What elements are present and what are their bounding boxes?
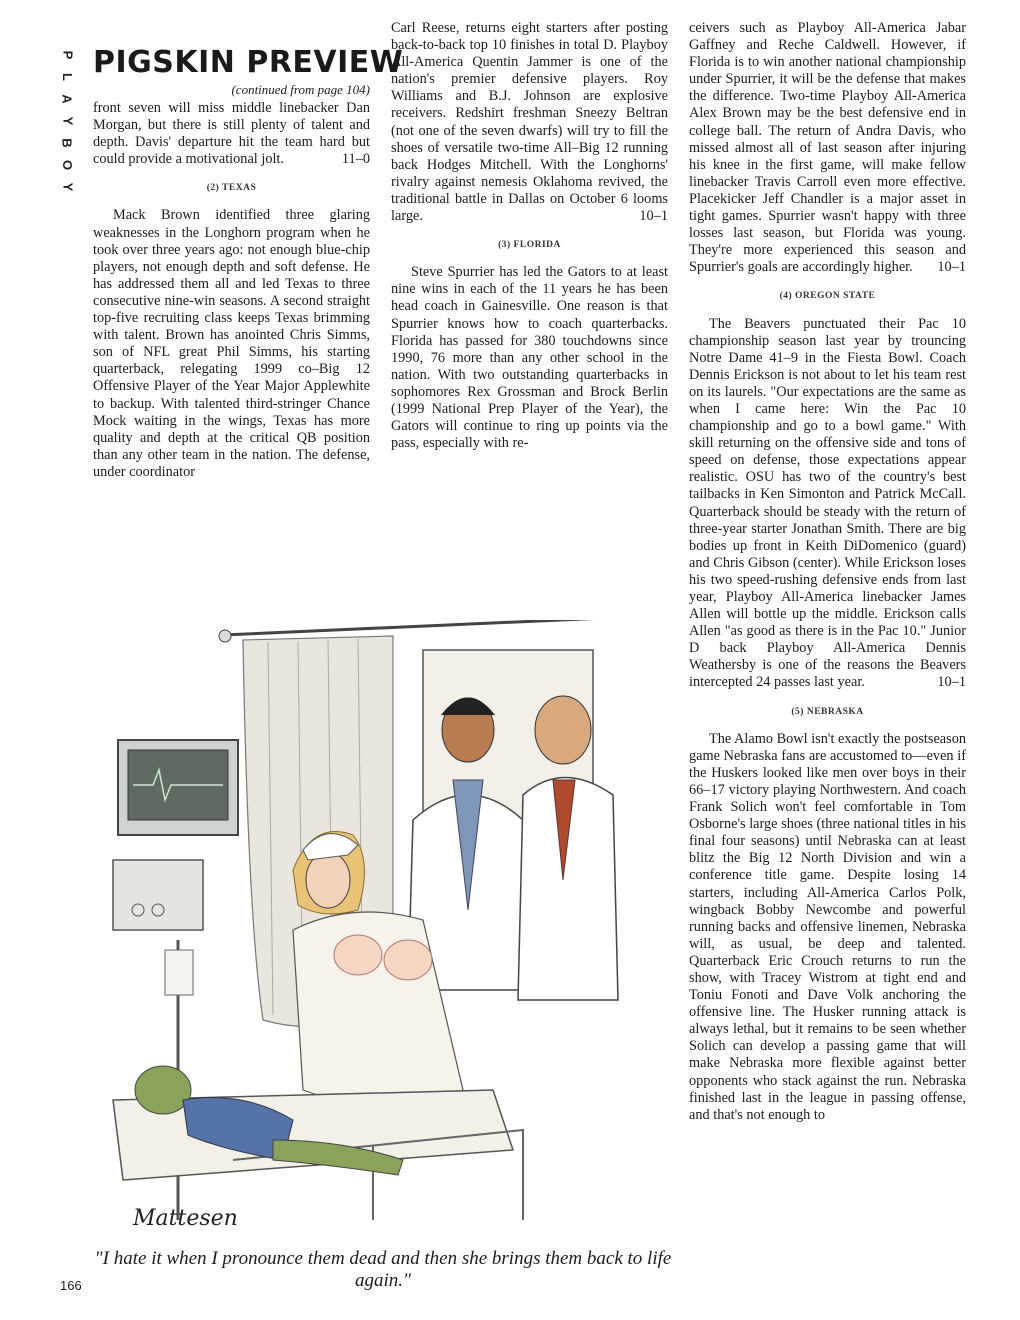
article-title: PIGSKIN PREVIEW xyxy=(93,45,404,80)
magazine-letter: O xyxy=(60,159,75,171)
section-heading-florida: (3) FLORIDA xyxy=(498,240,561,251)
magazine-letter: Y xyxy=(59,116,75,126)
rod-end xyxy=(219,630,231,642)
hospital-cartoon-illustration xyxy=(93,620,673,1235)
magazine-letter: B xyxy=(59,138,75,148)
paragraph xyxy=(689,316,966,692)
magazine-letter: P xyxy=(59,50,75,60)
magazine-letter: Y xyxy=(59,182,75,192)
curtain-rod xyxy=(223,620,673,635)
section-heading-nebraska: (5) NEBRASKA xyxy=(791,706,864,717)
page-number: 166 xyxy=(60,1278,82,1293)
paragraph xyxy=(689,20,966,276)
team-record: 10–1 xyxy=(937,674,966,691)
paragraph-text: front seven will miss middle linebacker Dan Morgan, but there is still plenty of talent and depth. Davis' departure hit the team hard but could provide a motivational jolt. xyxy=(93,100,370,168)
paragraph-text: ceivers such as Playboy All-America Jabar Gaffney and Reche Caldwell. However, if Florida is to win another national championship under Spurrier, it will be the defense that makes the difference. Two-time Playboy All-America Alex Brown may be the best defensive end in college ball. The return of Andra Davis, who missed almost all of last season after injuring his knee in the first game, will make fellow linebacker Travis Carroll even more effective. Placekicker Jeff Chandler is a major asset in tight games. Spurrier wasn't happy with three losses last season, but Florida was young. They're more experienced this season and Spurrier's goals are accordingly higher. xyxy=(689,20,966,276)
team-record: 10–1 xyxy=(639,208,668,225)
text-column-3 xyxy=(689,20,966,1124)
continued-note: (continued from page 104) xyxy=(231,82,370,97)
paragraph-text: The Beavers punctuated their Pac 10 championship season last year by trouncing Notre Dame 41–9 in the Fiesta Bowl. Coach Dennis Erickson is not about to let his team rest on its laurels. "Our expectations are the same as when I came here: Win the Pac 10 championship and go to a bowl game." With skill returning on the offensive side and tons of speed on defense, those expectations appear realistic. OSU has two of the country's best tailbacks in Ken Simonton and Patrick McCall. Quarterback should be steady with the return of three-year starter Jonathan Smith. There are big bodies up front in Keith DiDomenico (guard) and Chris Gibson (center). While Erickson loses his two speed-rushing defensive ends from last year, Playboy All-America linebacker James Allen will bottle up the middle. Erickson calls Allen "as good as there is in the Pac 10." Junior D back Playboy All-America Dennis Weathersby is one of the reasons the Beavers intercepted 24 passes last year. xyxy=(689,315,966,691)
medical-equipment xyxy=(113,860,203,930)
paragraph: Steve Spurrier has led the Gators to at least nine wins in each of the 11 years he has been head coach in Gainesville. One reason is that Spurrier knows how to coach quarterbacks. Florida has passed for 380 touchdowns since 1990, 76 more than any other school in the nation. With two outstanding quarterbacks in sophomores Rex Grossman and Brock Berlin (1999 National Prep Player of the Year), the Gators will continue to ring up points via the pass, especially with re- xyxy=(391,264,668,452)
paragraph: The Alamo Bowl isn't exactly the postseason game Nebraska fans are accustomed to—even if the Huskers looked like men over boys in their 66–17 victory playing Northwestern. And coach Frank Solich won't feel comfortable in Tom Osborne's large shoes (three national titles in his final four seasons) until Nebraska can at least blitz the Big 12 North Division and win a conference title game. Despite losing 14 starters, including All-America Carlos Polk, wingback Bobby Newcombe and powerful running backs and offensive linemen, Nebraska will, as usual, be deep and talented. Quarterback Eric Crouch returns to run the show, with Tracey Wistrom at tight end and Toniu Fonoti and Dave Volk anchoring the offensive line. The Husker running attack is always lethal, but it remains to be seen whether Solich can develop a passing game that will make Nebraska more flexible against better opponents who stack against the run. Nebraska finished last in the league in passing offense, and that's not enough to xyxy=(689,730,966,1123)
magazine-letter: A xyxy=(59,94,75,104)
cartoon-caption: "I hate it when I pronounce them dead and then she brings them back to life again." xyxy=(94,1248,672,1291)
section-heading-texas: (2) TEXAS xyxy=(206,183,257,194)
magazine-letter: L xyxy=(59,73,75,81)
iv-bag xyxy=(165,950,193,995)
section-heading-oregon-state: (4) OREGON STATE xyxy=(779,291,876,302)
team-record: 11–0 xyxy=(341,151,370,168)
paragraph: Mack Brown identified three glaring weaknesses in the Longhorn program when he took over three years ago: not enough blue-chip players, not enough depth and soft defense. He has addressed them all and led Texas to three consecutive nine-win seasons. A second straight top-five recruiting class keeps Texas brimming with talent. Brown has anointed Chris Simms, son of NFL great Phil Simms, his starting quarterback, relegating 1999 co–Big 12 Offensive Player of the Year Major Applewhite to backup. With talented third-stringer Chance Mock waiting in the wings, Texas has more quality and depth at the critical QB position than any other team in the nation. The defense, under coordinator xyxy=(93,207,370,480)
text-column-1 xyxy=(93,100,370,481)
paragraph xyxy=(391,20,668,225)
paragraph-text: Carl Reese, returns eight starters after posting back-to-back top 10 finishes in total D. Playboy All-America Quentin Jammer is one of the nation's premier defensive players. Roy Williams and B.J. Johnson are explosive receivers. Redshirt freshman Sneezy Beltran (not one of the seven dwarfs) will try to fill the shoes of versatile two-time All–Big 12 running back Hodges Mitchell. With the Longhorns' rivalry against nemesis Oklahoma revived, the traditional battle in Dallas on October 6 looms large. xyxy=(391,20,668,225)
magazine-name-vertical xyxy=(52,44,76,198)
team-record: 10–1 xyxy=(937,259,966,276)
paragraph xyxy=(93,100,370,168)
text-column-2 xyxy=(391,20,668,452)
artist-signature: Mattesen xyxy=(133,1206,238,1231)
